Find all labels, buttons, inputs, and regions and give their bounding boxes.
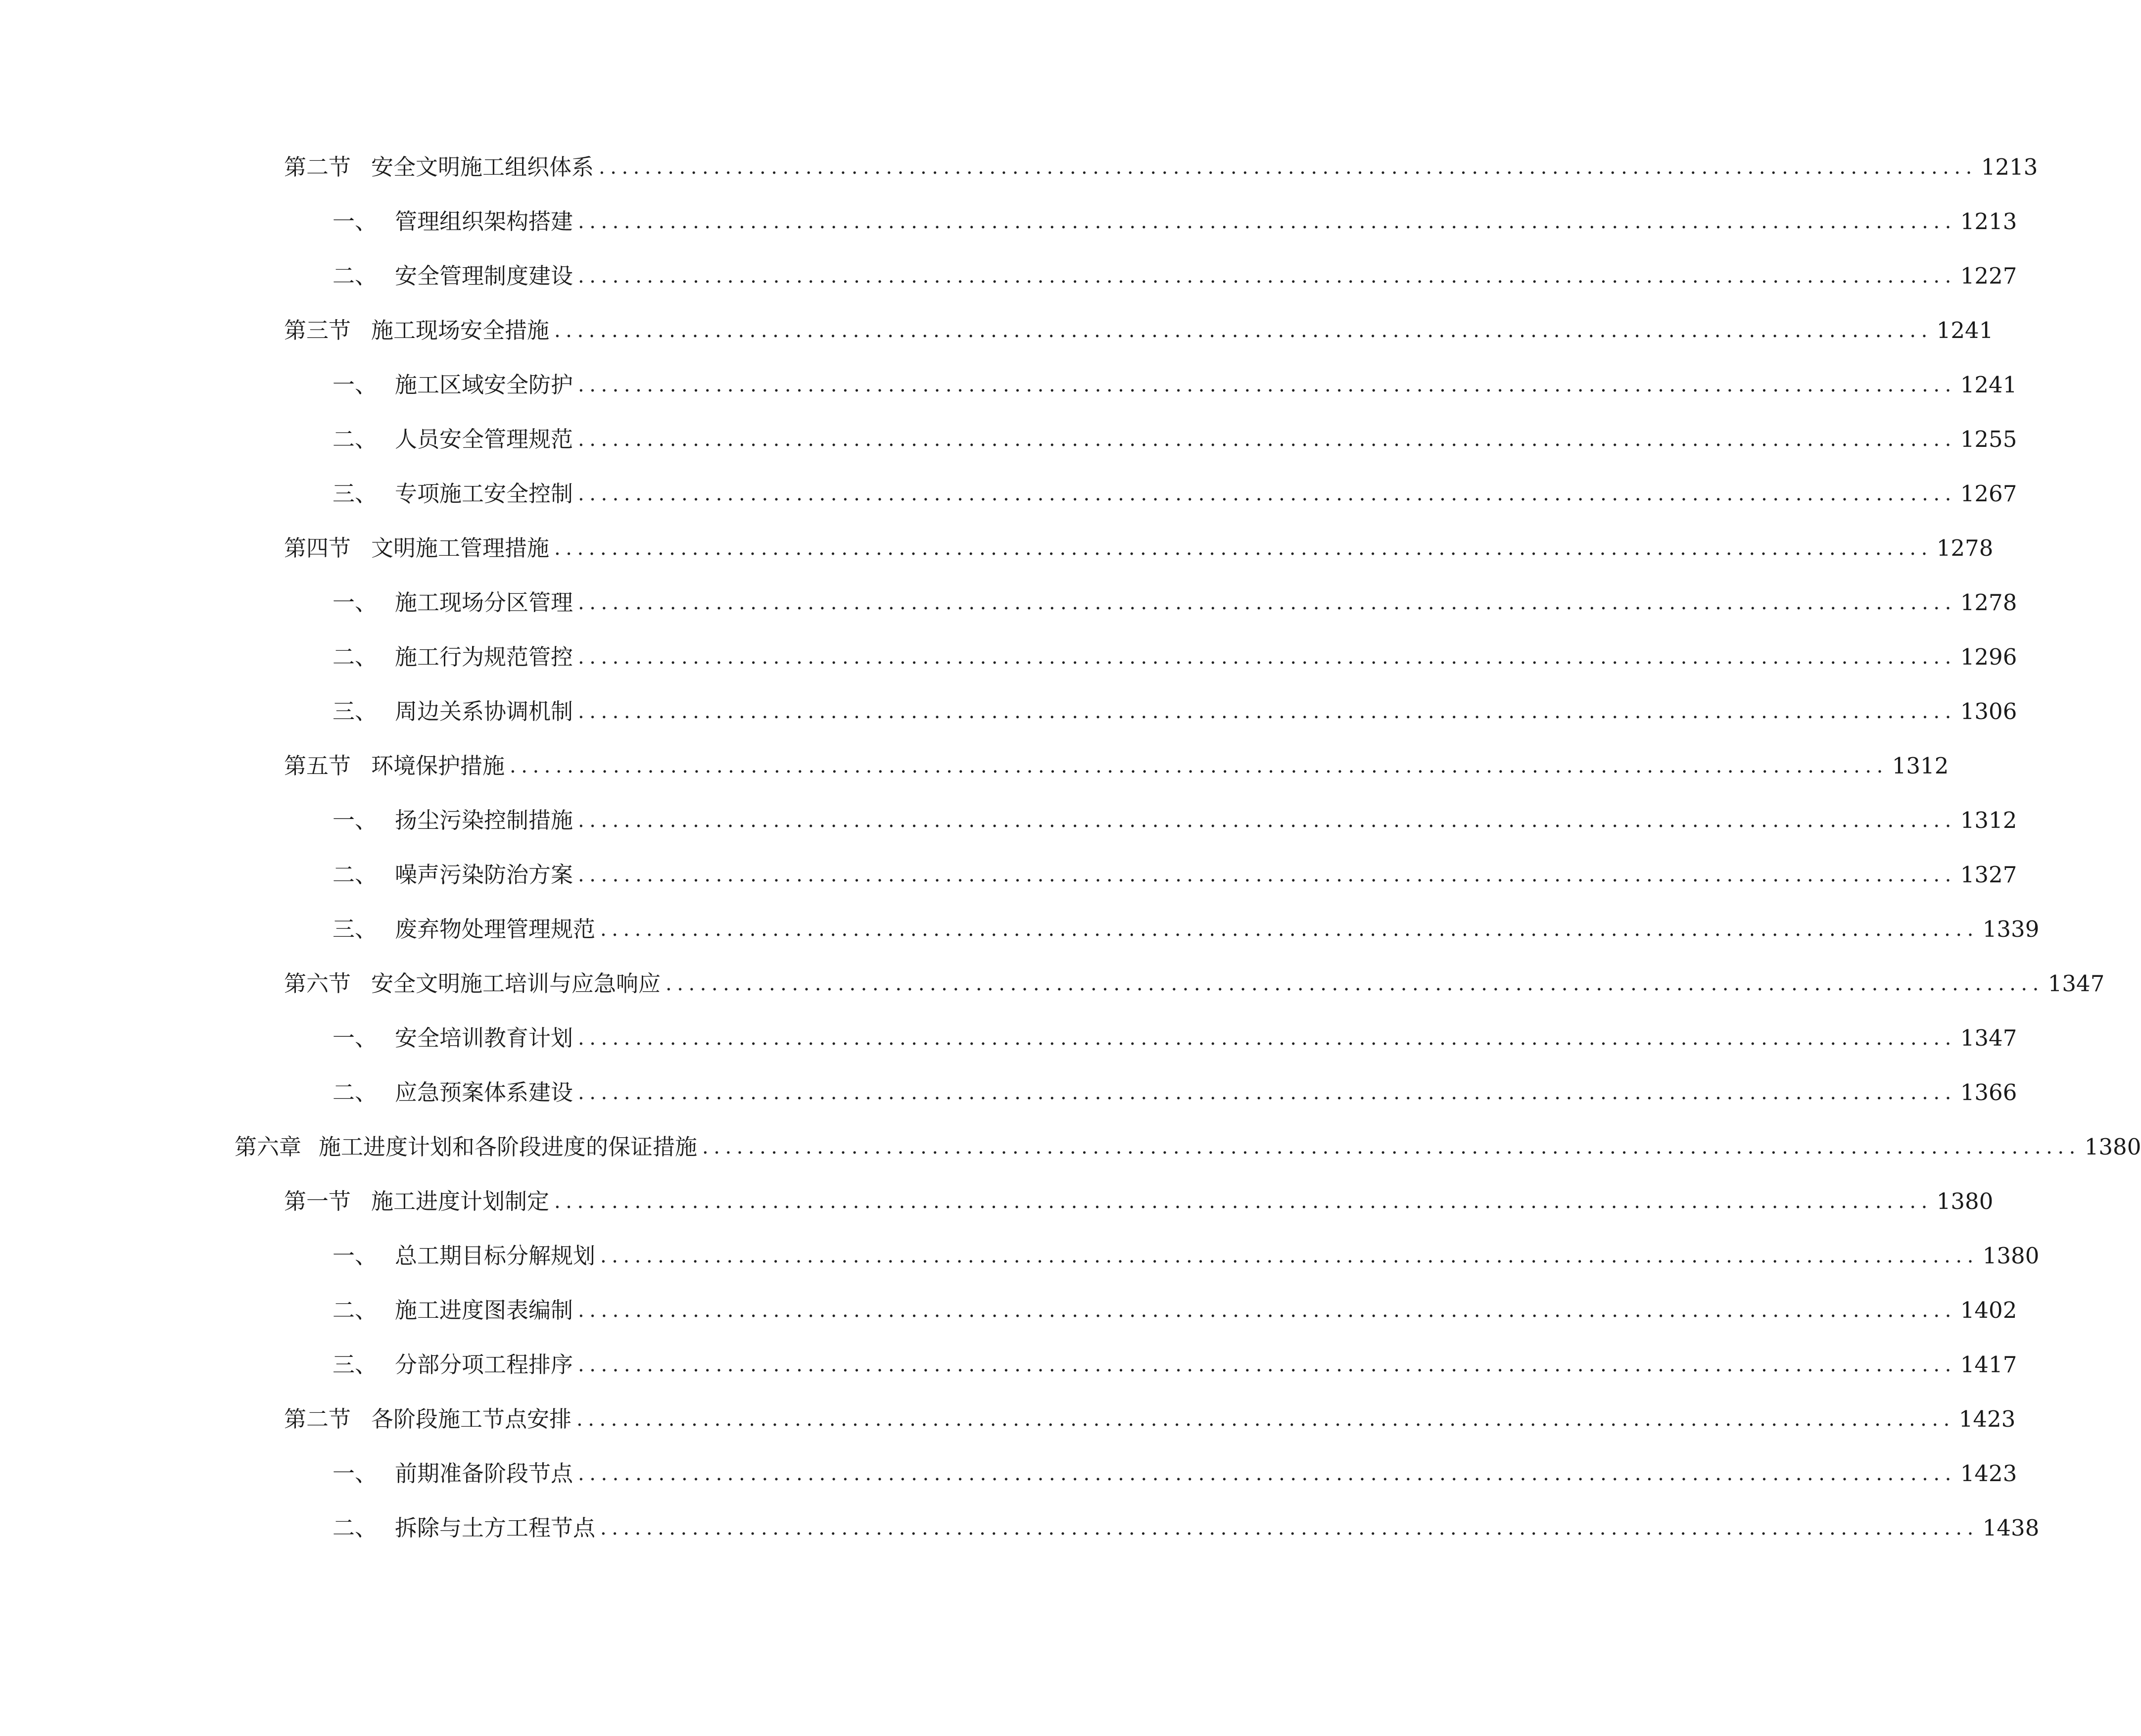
toc-entry-subsection[interactable] (333, 692, 2017, 731)
toc-entry-section[interactable] (284, 147, 2038, 187)
toc-entry-label: 一、 (333, 372, 378, 398)
toc-entry-subsection[interactable] (333, 202, 2017, 241)
toc-page-number: 1306 (1960, 698, 2017, 724)
toc-entry-subsection[interactable] (333, 1454, 2017, 1494)
toc-page-number: 1347 (2047, 970, 2105, 997)
toc-entry-title: 施工进度计划制定 (371, 1188, 550, 1214)
toc-page-number: 1402 (1960, 1297, 2017, 1323)
toc-page-number: 1213 (1960, 208, 2017, 235)
toc-entry-label: 二、 (333, 1079, 378, 1106)
toc-entry-label: 一、 (333, 589, 378, 616)
toc-page-number: 1267 (1960, 481, 2017, 507)
toc-page-number: 1312 (1892, 753, 1949, 779)
toc-leader-dots: ........................................................................................................................ (578, 809, 1956, 832)
toc-entry-label: 一、 (333, 1460, 378, 1487)
toc-entry-title: 废弃物处理管理规范 (395, 916, 596, 942)
toc-leader-dots: ........................................................................................................................ (578, 482, 1956, 505)
toc-page-number: 1327 (1960, 862, 2017, 888)
toc-entry-title: 拆除与土方工程节点 (395, 1515, 596, 1541)
toc-entry-label: 三、 (333, 698, 378, 724)
toc-entry-title: 噪声污染防治方案 (395, 862, 573, 888)
toc-entry-section[interactable] (284, 529, 1994, 568)
toc-leader-dots: ........................................................................................................................ (576, 1408, 1955, 1431)
toc-page-number: 1241 (1960, 372, 2017, 398)
toc-entry-chapter[interactable] (235, 1127, 2141, 1167)
toc-entry-label: 第一节 (284, 1188, 351, 1214)
toc-leader-dots: ........................................................................................................................ (578, 646, 1956, 669)
toc-entry-title: 扬尘污染控制措施 (395, 807, 573, 833)
toc-entry-title: 安全管理制度建设 (395, 263, 573, 289)
toc-entry-label: 第三节 (284, 317, 351, 343)
toc-entry-section[interactable] (284, 1182, 1994, 1221)
toc-entry-section[interactable] (284, 964, 2105, 1004)
toc-entry-title: 安全培训教育计划 (395, 1025, 573, 1051)
toc-entry-label: 三、 (333, 1351, 378, 1378)
toc-entry-title: 安全文明施工组织体系 (371, 154, 594, 180)
toc-page-number: 1278 (1960, 589, 2017, 616)
toc-entry-subsection[interactable] (333, 1236, 2040, 1276)
toc-entry-title: 施工进度计划和各阶段进度的保证措施 (319, 1134, 698, 1160)
toc-entry-subsection[interactable] (333, 910, 2040, 949)
toc-leader-dots: ........................................................................................................................ (578, 210, 1956, 233)
toc-entry-label: 二、 (333, 862, 378, 888)
toc-page-number: 1380 (2084, 1134, 2141, 1160)
toc-entry-title: 施工现场分区管理 (395, 589, 573, 616)
toc-entry-subsection[interactable] (333, 365, 2017, 405)
toc-entry-title: 环境保护措施 (371, 753, 505, 779)
toc-entry-title: 人员安全管理规范 (395, 426, 573, 452)
toc-leader-dots: ........................................................................................................................ (554, 319, 1933, 342)
toc-page-number: 1227 (1960, 263, 2017, 289)
toc-entry-title: 周边关系协调机制 (395, 698, 573, 724)
toc-entry-label: 第六节 (284, 970, 351, 997)
toc-page-number: 1296 (1960, 644, 2017, 670)
toc-entry-title: 总工期目标分解规划 (395, 1243, 596, 1269)
toc-page-number: 1380 (1936, 1188, 1994, 1214)
toc-entry-title: 施工行为规范管控 (395, 644, 573, 670)
toc-entry-title: 专项施工安全控制 (395, 481, 573, 507)
toc-entry-subsection[interactable] (333, 474, 2017, 514)
toc-page-number: 1347 (1960, 1025, 2017, 1051)
toc-leader-dots: ........................................................................................................................ (554, 537, 1933, 560)
toc-entry-label: 一、 (333, 807, 378, 833)
toc-entry-label: 一、 (333, 1025, 378, 1051)
toc-entry-label: 二、 (333, 1297, 378, 1323)
toc-entry-label: 三、 (333, 916, 378, 942)
toc-entry-label: 二、 (333, 263, 378, 289)
toc-page-number: 1380 (1982, 1243, 2040, 1269)
toc-leader-dots: ........................................................................................................................ (578, 1462, 1956, 1485)
toc-entry-label: 二、 (333, 426, 378, 452)
toc-entry-title: 管理组织架构搭建 (395, 208, 573, 235)
toc-leader-dots: ........................................................................................................................ (578, 864, 1956, 886)
toc-page-number: 1423 (1958, 1406, 2016, 1432)
toc-entry-section[interactable] (284, 746, 1949, 786)
toc-leader-dots: ........................................................................................................................ (578, 265, 1956, 288)
toc-leader-dots: ........................................................................................................................ (600, 918, 1979, 941)
toc-entry-title: 应急预案体系建设 (395, 1079, 573, 1106)
toc-entry-label: 第四节 (284, 535, 351, 561)
toc-leader-dots: ........................................................................................................................ (578, 374, 1956, 396)
toc-entry-label: 二、 (333, 644, 378, 670)
toc-entry-label: 一、 (333, 1243, 378, 1269)
toc-entry-subsection[interactable] (333, 855, 2017, 895)
toc-page-number: 1417 (1960, 1351, 2017, 1378)
toc-entry-subsection[interactable] (333, 1073, 2017, 1112)
toc-leader-dots: ........................................................................................................................ (600, 1245, 1979, 1267)
toc-leader-dots: ........................................................................................................................ (600, 1517, 1979, 1540)
toc-entry-subsection[interactable] (333, 420, 2017, 459)
toc-entry-subsection[interactable] (333, 1345, 2017, 1385)
toc-page-number: 1438 (1982, 1515, 2040, 1541)
toc-leader-dots: ........................................................................................................................ (702, 1136, 2081, 1158)
toc-entry-title: 施工现场安全措施 (371, 317, 550, 343)
toc-leader-dots: ........................................................................................................................ (578, 591, 1956, 614)
toc-leader-dots: ........................................................................................................................ (510, 755, 1888, 777)
toc-entry-title: 施工区域安全防护 (395, 372, 573, 398)
toc-leader-dots: ........................................................................................................................ (554, 1190, 1933, 1213)
toc-page-number: 1339 (1982, 916, 2040, 942)
toc-leader-dots: ........................................................................................................................ (578, 1081, 1956, 1104)
toc-entry-label: 第二节 (284, 154, 351, 180)
toc-entry-subsection[interactable] (333, 583, 2017, 623)
toc-entry-label: 第二节 (284, 1406, 351, 1432)
toc-entry-title: 安全文明施工培训与应急响应 (371, 970, 661, 997)
toc-leader-dots: ........................................................................................................................ (599, 156, 1977, 179)
toc-page-number: 1278 (1936, 535, 1994, 561)
toc-entry-label: 第五节 (284, 753, 351, 779)
toc-entry-label: 一、 (333, 208, 378, 235)
toc-leader-dots: ........................................................................................................................ (578, 1299, 1956, 1322)
toc-entry-title: 施工进度图表编制 (395, 1297, 573, 1323)
toc-entry-title: 前期准备阶段节点 (395, 1460, 573, 1487)
toc-entry-title: 各阶段施工节点安排 (371, 1406, 572, 1432)
toc-entry-subsection[interactable] (333, 1018, 2017, 1058)
toc-page-number: 1312 (1960, 807, 2017, 833)
toc-entry-subsection[interactable] (333, 1508, 2040, 1548)
toc-entry-subsection[interactable] (333, 637, 2017, 677)
toc-entry-label: 二、 (333, 1515, 378, 1541)
toc-entry-label: 第六章 (235, 1134, 302, 1160)
toc-entry-section[interactable] (284, 311, 1994, 350)
toc-page-number: 1366 (1960, 1079, 2017, 1106)
toc-page-number: 1241 (1936, 317, 1994, 343)
toc-leader-dots: ........................................................................................................................ (578, 428, 1956, 451)
toc-page-number: 1255 (1960, 426, 2017, 452)
toc-leader-dots: ........................................................................................................................ (578, 1027, 1956, 1050)
toc-entry-subsection[interactable] (333, 256, 2017, 296)
toc-entry-subsection[interactable] (333, 1291, 2017, 1330)
toc-leader-dots: ........................................................................................................................ (578, 1353, 1956, 1376)
toc-page-number: 1213 (1981, 154, 2038, 180)
toc-leader-dots: ........................................................................................................................ (666, 972, 2044, 995)
toc-entry-title: 分部分项工程排序 (395, 1351, 573, 1378)
toc-entry-title: 文明施工管理措施 (371, 535, 550, 561)
toc-leader-dots: ........................................................................................................................ (578, 700, 1956, 723)
toc-entry-section[interactable] (284, 1399, 2016, 1439)
toc-entry-label: 三、 (333, 481, 378, 507)
toc-page-number: 1423 (1960, 1460, 2017, 1487)
toc-entry-subsection[interactable] (333, 801, 2017, 840)
